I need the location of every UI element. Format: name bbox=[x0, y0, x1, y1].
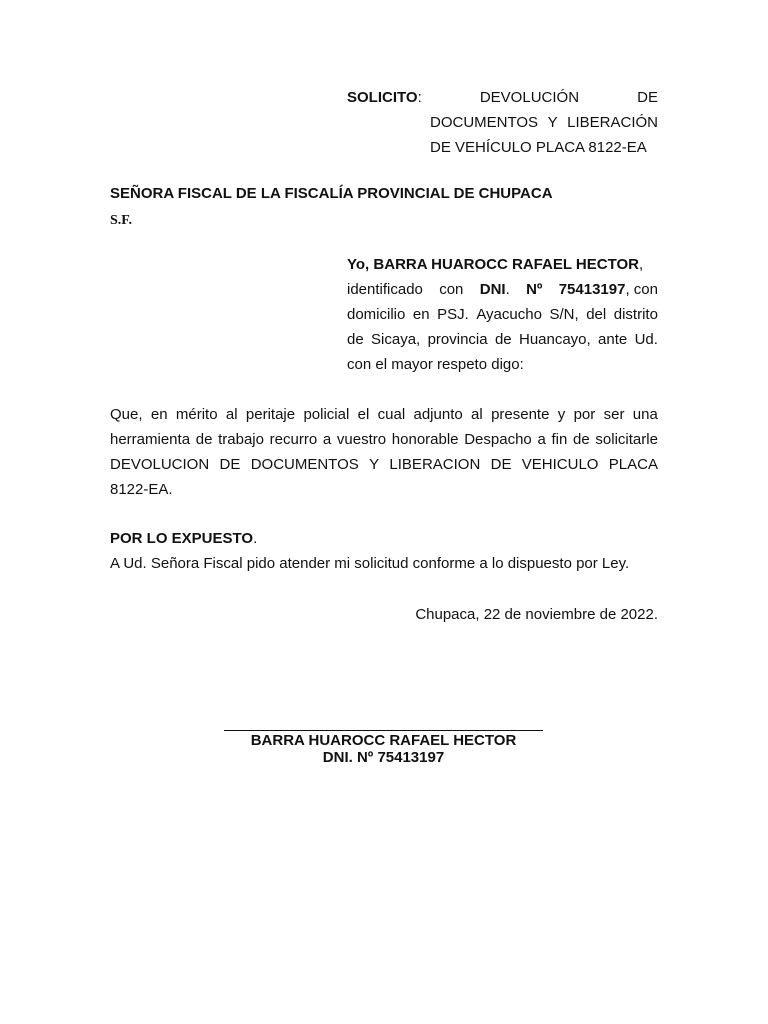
dni-label: DNI bbox=[479, 281, 506, 298]
intro-line: identificado con DNI. Nº 75413197, con bbox=[347, 281, 658, 298]
subject-line-3: DE VEHÍCULO PLACA 8122-EA bbox=[430, 139, 647, 156]
subject-block bbox=[347, 85, 658, 160]
body-paragraph bbox=[110, 402, 658, 502]
addressee: SEÑORA FISCAL DE LA FISCALÍA PROVINCIAL DE CHUPACA bbox=[110, 185, 553, 202]
intro-line: Yo, BARRA HUAROCC RAFAEL HECTOR , bbox=[347, 252, 658, 277]
solicito-label: SOLICITO bbox=[347, 89, 418, 106]
subject-line-2: DOCUMENTOS Y LIBERACIÓN bbox=[430, 114, 658, 131]
subject-line-1: SOLICITO: DEVOLUCIÓN DE bbox=[347, 85, 658, 110]
intro-paragraph bbox=[347, 252, 658, 377]
body-line: Que, en mérito al peritaje policial el cual adjunto al presente y por ser una bbox=[110, 406, 658, 423]
por-lo-expuesto: POR LO EXPUESTO. bbox=[110, 530, 258, 547]
subject-word: DEVOLUCIÓN bbox=[479, 89, 580, 106]
dni-number: 75413197 bbox=[558, 281, 626, 298]
signature-line bbox=[224, 730, 543, 731]
sf-abbrev: S.F. bbox=[110, 213, 133, 228]
signature-name: BARRA HUAROCC RAFAEL HECTOR bbox=[250, 732, 517, 749]
intro-line: domicilio en PSJ. Ayacucho S/N, del distrito bbox=[347, 306, 658, 323]
body-line: 8122-EA. bbox=[110, 481, 173, 498]
request-sentence: A Ud. Señora Fiscal pido atender mi solicitud conforme a lo dispuesto por Ley. bbox=[110, 555, 630, 572]
body-line: herramienta de trabajo recurro a vuestro honorable Despacho a fin de solicitarle bbox=[110, 431, 658, 448]
subject-word: DE bbox=[637, 89, 658, 106]
intro-line: de Sicaya, provincia de Huancayo, ante Ud. bbox=[347, 331, 658, 348]
intro-line: con el mayor respeto digo: bbox=[347, 356, 524, 373]
body-line: DEVOLUCION DE DOCUMENTOS Y LIBERACION DE VEHICULO PLACA bbox=[110, 456, 658, 473]
applicant-name: BARRA HUAROCC RAFAEL HECTOR bbox=[373, 256, 639, 273]
date-line: Chupaca, 22 de noviembre de 2022. bbox=[415, 606, 658, 623]
signature-dni: DNI. Nº 75413197 bbox=[322, 749, 445, 766]
